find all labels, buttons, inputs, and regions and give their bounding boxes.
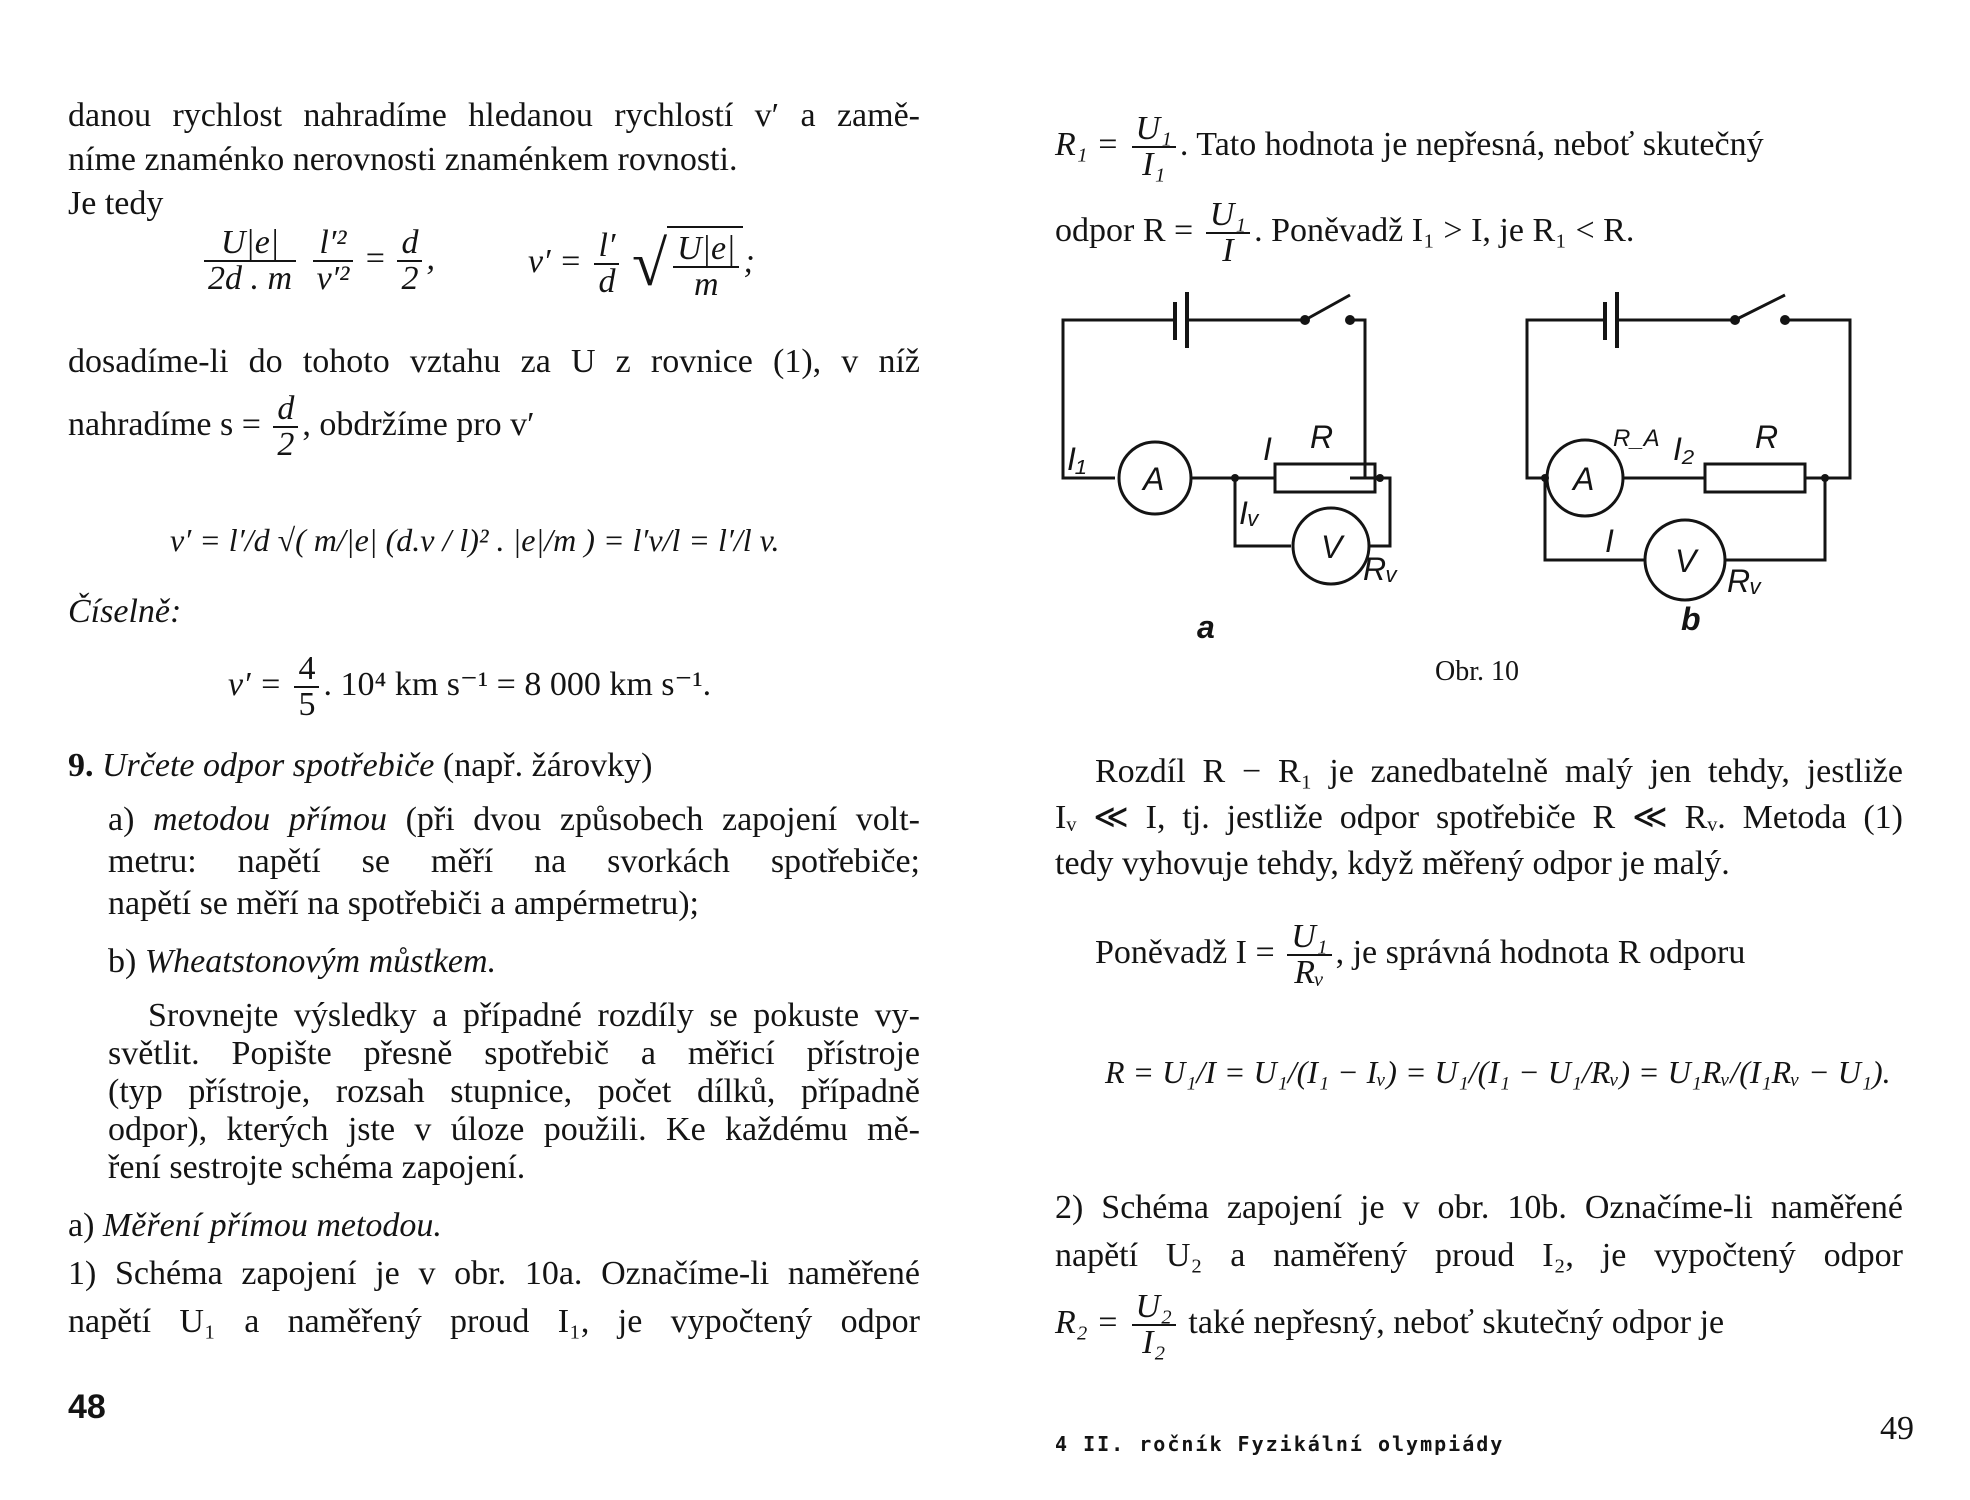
text-line: (typ přístroje, rozsah stupnice, počet dílků, případně — [108, 1073, 920, 1110]
item-b: b) Wheatstonovým můstkem. — [108, 943, 497, 980]
text-line: tedy vyhovuje tehdy, když měřený odpor je malý. — [1055, 845, 1730, 882]
figure-label-b: b — [1681, 601, 1701, 637]
text-line-with-fraction: R₂ = $\frac{\text{U₂}}{\text{I₂}}$ také nepřesný, neboť skutečný odpor je — [1055, 1288, 1725, 1361]
text-line: napětí U₁ a naměřený proud I₁, je vypočtený odpor — [68, 1303, 920, 1340]
circuit-diagram-figure — [1045, 280, 1905, 660]
big-equation: R = U₁/I = U₁/(I₁ − Iᵥ) = U₁/(I₁ − U₁/Rᵥ) = U₁Rᵥ/(I₁Rᵥ − U₁). — [1105, 1054, 1891, 1090]
text-line: dosadíme-li do tohoto vztahu za U z rovnice (1), v níž — [68, 343, 920, 380]
footer-text: 4 II. ročník Fyzikální olympiády — [1055, 1432, 1505, 1456]
page-number: 49 — [1880, 1410, 1914, 1447]
label-R: R — [1755, 419, 1779, 455]
label-V: V — [1321, 529, 1343, 565]
label-R: R — [1310, 419, 1334, 455]
label-I1: I₁ — [1067, 441, 1086, 477]
text-line: odpor), kterých jste v úloze použili. Ke každému mě- — [108, 1111, 920, 1148]
right-page — [985, 0, 1970, 1500]
label-A: A — [1573, 461, 1595, 497]
text-line: světlit. Popište přesně spotřebič a měřicí přístroje — [108, 1035, 920, 1072]
text-line: 2) Schéma zapojení je v obr. 10b. Označíme-li naměřené — [1055, 1189, 1903, 1226]
problem-9-heading: 9. Určete odpor spotřebiče (např. žárovky) — [68, 747, 653, 784]
text-line: Srovnejte výsledky a případné rozdíly se pokuste vy- — [148, 997, 920, 1034]
label-I: I — [1605, 523, 1614, 559]
text-line: napětí se měří na spotřebiči a ampérmetru); — [108, 885, 699, 922]
text-line-with-fraction: odpor R = $\frac{\text{U₁}}{I}$ . Poněvadž I₁ > I, je R₁ < R. — [1055, 196, 1635, 269]
text-line: níme znaménko nerovnosti znaménkem rovnosti. — [68, 141, 738, 178]
page-number: 48 — [68, 1388, 106, 1426]
label-A: A — [1143, 461, 1165, 497]
equation-3: v′ = l′/d √( m/|e| (d.v / l)² . |e|/m ) = l′v/l = l′/l v. — [170, 522, 780, 558]
label-Rv: Rᵥ — [1727, 563, 1762, 599]
text-line: metru: napětí se měří na svorkách spotřebiče; — [108, 843, 920, 880]
subheading-direct-method: a) Měření přímou metodou. — [68, 1207, 442, 1244]
figure-caption: Obr. 10 — [1435, 656, 1519, 687]
text-line: Je tedy — [68, 185, 164, 222]
label-Rv: Rᵥ — [1363, 551, 1398, 587]
text-line-with-fraction: R₁ = $\frac{\text{U₁}}{\text{I₁}}$ . Tato hodnota je nepřesná, neboť skutečný — [1055, 110, 1764, 183]
label-I: I — [1263, 431, 1272, 467]
text-line: napětí U₂ a naměřený proud I₂, je vypočtený odpor — [1055, 1237, 1903, 1274]
text-line-with-fraction: Poněvadž I = $\frac{\text{U₁}}{\text{Rᵥ}}$ , je správná hodnota R odporu — [1095, 918, 1746, 991]
text-line: danou rychlost nahradíme hledanou rychlostí v′ a zamě- — [68, 97, 920, 134]
label-Iv: Iᵥ — [1239, 495, 1260, 531]
text-line: Iᵥ ≪ I, tj. jestliže odpor spotřebiče R ≪ Rᵥ. Metoda (1) — [1055, 799, 1903, 836]
equation-2: v′ = $\frac{l'}{d}$ √ $\frac{U|e|}{m}$ ; — [528, 227, 755, 303]
equation-1: $\frac{U|e|}{2d . m}$ $\frac{\text{l′²}}{\text{v′²}}$ = $\frac{d}{2}$ , — [200, 226, 435, 296]
label-I2: I₂ — [1673, 431, 1695, 467]
label-V: V — [1675, 543, 1697, 579]
text-line: 1) Schéma zapojení je v obr. 10a. Označíme-li naměřené — [68, 1255, 920, 1292]
text-line: ření sestrojte schéma zapojení. — [108, 1149, 526, 1186]
label-RA: R_A — [1613, 425, 1660, 452]
equation-4: v′ = $\frac{4}{5}$ . 10⁴ km s⁻¹ = 8 000 km s⁻¹. — [228, 650, 712, 723]
item-a: a) metodou přímou (při dvou způsobech zapojení volt- — [108, 801, 920, 838]
figure-label-a: a — [1197, 609, 1215, 645]
text-line: Rozdíl R − R₁ je zanedbatelně malý jen tehdy, jestliže — [1095, 753, 1903, 790]
text-line-with-fraction: nahradíme s = $\frac{d}{2}$ , obdržíme pro v′ — [68, 390, 535, 463]
ciselne-label: Číselně: — [68, 593, 182, 630]
